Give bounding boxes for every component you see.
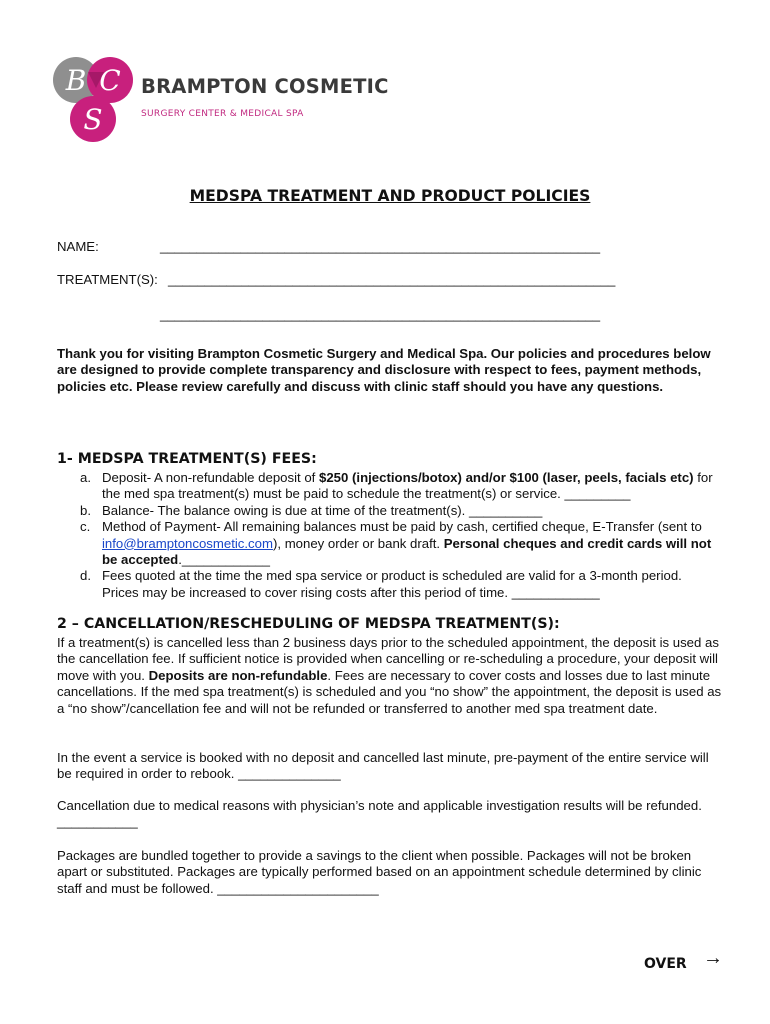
treatment-field-label: TREATMENT(S): bbox=[57, 272, 158, 287]
section-1-heading: 1- MEDSPA TREATMENT(S) FEES: bbox=[57, 451, 317, 467]
logo-letter-c: C bbox=[99, 64, 121, 97]
page-title: MEDSPA TREATMENT AND PRODUCT POLICIES bbox=[189, 187, 591, 205]
treatment-field-blank-2[interactable]: ____________________________________________________________ bbox=[160, 307, 601, 322]
name-field-blank[interactable]: ____________________________________________________________ bbox=[160, 239, 601, 254]
section-2-heading: 2 – CANCELLATION/RESCHEDULING OF MEDSPA TREATMENT(S): bbox=[57, 616, 560, 632]
email-link[interactable]: info@bramptoncosmetic.com bbox=[102, 535, 273, 551]
list-marker: a. bbox=[80, 470, 91, 485]
list-marker: b. bbox=[80, 502, 91, 518]
fees-item-balance: b. Balance- The balance owing is due at time of the treatment(s). __________ bbox=[80, 502, 543, 518]
list-marker: c. bbox=[80, 519, 91, 535]
fees-list bbox=[57, 470, 722, 601]
name-field-label: NAME: bbox=[57, 239, 99, 254]
intro-paragraph: Thank you for visiting Brampton Cosmetic Surgery and Medical Spa. Our policies and procedures below are designed to provide complete transparency and disclosure with respect to fees, payment methods, policies etc. Please review carefully and discuss with clinic staff should you have any questions. bbox=[57, 346, 711, 394]
over-label: OVER bbox=[644, 956, 687, 972]
treatment-field-blank[interactable]: _____________________________________________________________ bbox=[168, 272, 616, 287]
arrow-right-icon: → bbox=[703, 947, 723, 969]
clinic-logo bbox=[50, 50, 370, 150]
list-marker: d. bbox=[80, 568, 91, 584]
brand-subtitle: SURGERY CENTER & MEDICAL SPA bbox=[141, 109, 304, 119]
medical-reasons-paragraph: Cancellation due to medical reasons with physician’s note and applicable investigation results will be refunded. ___________ bbox=[57, 798, 702, 830]
no-deposit-paragraph: In the event a service is booked with no deposit and cancelled last minute, pre-payment of the entire service will be required in order to rebook. ______________ bbox=[57, 750, 709, 782]
fees-item-deposit: a. Deposit- A non-refundable deposit of $250 (injections/botox) and/or $100 (laser, peels, facials etc) for the med spa treatment(s) must be paid to schedule the treatment(s) or service. _________ bbox=[80, 470, 713, 502]
logo-letter-s: S bbox=[83, 103, 103, 136]
logo-letter-b: B bbox=[65, 64, 87, 97]
packages-paragraph: Packages are bundled together to provide a savings to the client when possible. Packages will not be broken apart or substituted. Packages are typically performed based on an appointment schedule determined by clinic staff and must be followed. ______________________ bbox=[57, 848, 702, 896]
brand-name: BRAMPTON COSMETIC bbox=[141, 75, 389, 98]
fees-item-payment: c. Method of Payment- All remaining balances must be paid by cash, certified cheque, E-Transfer (sent to info@bramptoncosmetic.com), money order or bank draft. Personal cheques and credit cards will not be accepted.____________ bbox=[80, 519, 712, 568]
cancellation-paragraph: If a treatment(s) is cancelled less than 2 business days prior to the scheduled appointment, the deposit is used as the cancellation fee. If sufficient notice is provided when cancelling or re-scheduling a procedure, your deposit will move with you. Deposits are non-refundable. Fees are necessary to cover costs and losses due to last minute cancellations. If the med spa treatment(s) is scheduled and you “no show” the appointment, the deposit is used as a “no show”/cancellation fee and will not be refunded or transferred to another med spa treatment date. bbox=[57, 635, 722, 716]
fees-item-quote-validity: d. Fees quoted at the time the med spa service or product is scheduled are valid for a 3-month period. Prices may be increased to cover rising costs after this period of time. ____________ bbox=[80, 568, 682, 600]
